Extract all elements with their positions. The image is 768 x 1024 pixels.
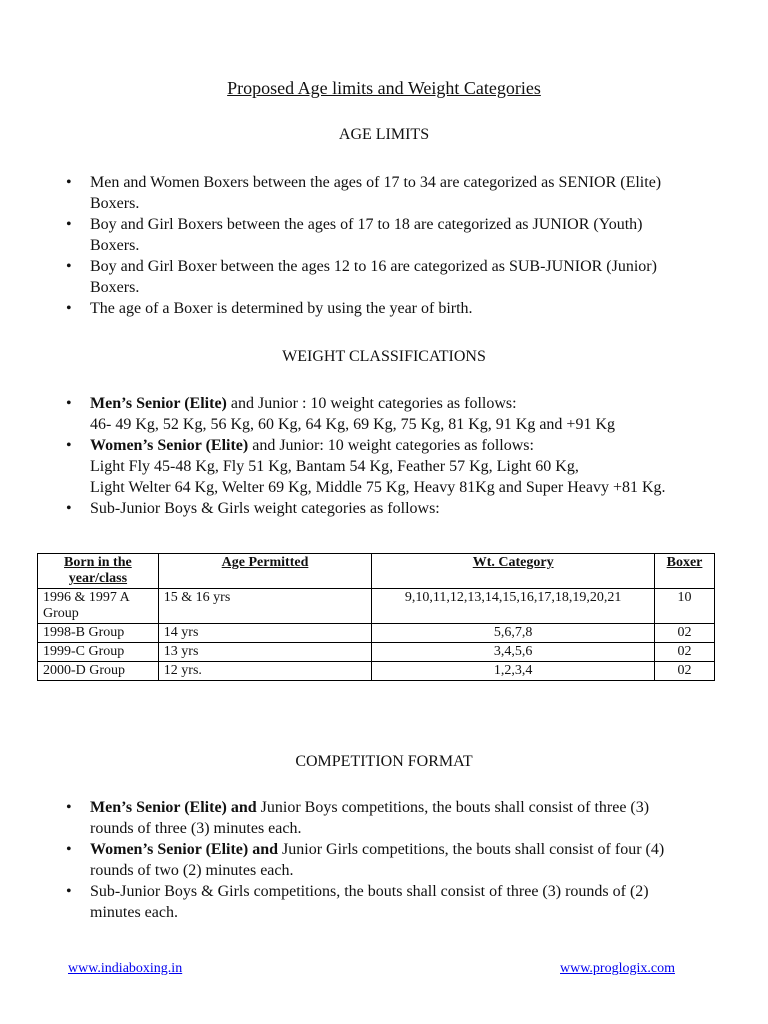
bullet-icon: • xyxy=(66,437,72,454)
list-item: • Men’s Senior (Elite) and Junior Boys competitions, the bouts shall consist of three (3) rounds of three (3) minutes each. xyxy=(66,799,650,837)
weight-category-table xyxy=(37,553,715,681)
bullet-icon: • xyxy=(66,300,72,317)
table-cell: 9,10,11,12,13,14,15,16,17,18,19,20,21 xyxy=(372,589,655,624)
list-item: • Men and Women Boxers between the ages of 17 to 34 are categorized as SENIOR (Elite) Boxers. xyxy=(66,174,662,212)
table-cell: 15 & 16 yrs xyxy=(158,589,371,624)
bullet-icon: • xyxy=(66,258,72,275)
table-header-row xyxy=(38,554,715,589)
list-item: • Women’s Senior (Elite) and Junior Girls competitions, the bouts shall consist of four (4) rounds of two (2) minutes each. xyxy=(66,841,665,879)
table-cell: 5,6,7,8 xyxy=(372,624,655,643)
list-item: • Sub-Junior Boys & Girls weight categories as follows: xyxy=(66,500,440,517)
bullet-icon: • xyxy=(66,500,72,517)
column-header: Boxer xyxy=(655,554,715,589)
weight-list xyxy=(64,393,744,519)
competition-list xyxy=(64,797,744,923)
list-item: • Sub-Junior Boys & Girls competitions, the bouts shall consist of three (3) rounds of (2) minutes each. xyxy=(66,883,649,921)
competition-format-heading: COMPETITION FORMAT xyxy=(295,753,473,770)
bullet-icon: • xyxy=(66,174,72,191)
table-row xyxy=(38,643,715,662)
column-header: Born in the year/class xyxy=(38,554,159,589)
table-row xyxy=(38,662,715,681)
weight-classifications-heading: WEIGHT CLASSIFICATIONS xyxy=(282,348,486,365)
table-cell: 12 yrs. xyxy=(158,662,371,681)
list-item: • Boy and Girl Boxers between the ages of 17 to 18 are categorized as JUNIOR (Youth) Boxers. xyxy=(66,216,643,254)
table-row xyxy=(38,624,715,643)
table-cell: 1996 & 1997 A Group xyxy=(38,589,159,624)
table-cell: 2000-D Group xyxy=(38,662,159,681)
bullet-icon: • xyxy=(66,395,72,412)
bullet-icon: • xyxy=(66,841,72,858)
table-cell: 14 yrs xyxy=(158,624,371,643)
table-cell: 13 yrs xyxy=(158,643,371,662)
table-cell: 1998-B Group xyxy=(38,624,159,643)
column-header: Age Permitted xyxy=(158,554,371,589)
age-limits-heading: AGE LIMITS xyxy=(338,126,430,143)
table-cell: 1,2,3,4 xyxy=(372,662,655,681)
bullet-icon: • xyxy=(66,799,72,816)
age-limits-list xyxy=(64,172,744,319)
list-item: • Boy and Girl Boxer between the ages 12 to 16 are categorized as SUB-JUNIOR (Junior) Boxers. xyxy=(66,258,657,296)
table-cell: 1999-C Group xyxy=(38,643,159,662)
footer-link-indiaboxing[interactable]: www.indiaboxing.in xyxy=(68,961,183,976)
table-cell: 02 xyxy=(655,624,715,643)
document-title: Proposed Age limits and Weight Categories xyxy=(227,78,541,98)
table-cell: 02 xyxy=(655,662,715,681)
bullet-icon: • xyxy=(66,216,72,233)
column-header: Wt. Category xyxy=(372,554,655,589)
list-item: • Men’s Senior (Elite) and Junior : 10 weight categories as follows: 46- 49 Kg, 52 Kg, 56 Kg, 60 Kg, 64 Kg, 69 Kg, 75 Kg, 81 Kg, 91 Kg and +91 Kg xyxy=(66,395,615,433)
table-cell: 02 xyxy=(655,643,715,662)
table-cell: 10 xyxy=(655,589,715,624)
table-row xyxy=(38,589,715,624)
bullet-icon: • xyxy=(66,883,72,900)
list-item: • The age of a Boxer is determined by using the year of birth. xyxy=(66,300,473,317)
footer-link-proglogix[interactable]: www.proglogix.com xyxy=(560,961,675,976)
list-item: • Women’s Senior (Elite) and Junior: 10 weight categories as follows: Light Fly 45-48 Kg, Fly 51 Kg, Bantam 54 Kg, Feather 57 Kg, Light 60 Kg, Light Welter 64 Kg, Welter 69 Kg, Middle 75 Kg, Heavy 81Kg and Super Heavy +81 Kg. xyxy=(66,437,666,496)
table-cell: 3,4,5,6 xyxy=(372,643,655,662)
